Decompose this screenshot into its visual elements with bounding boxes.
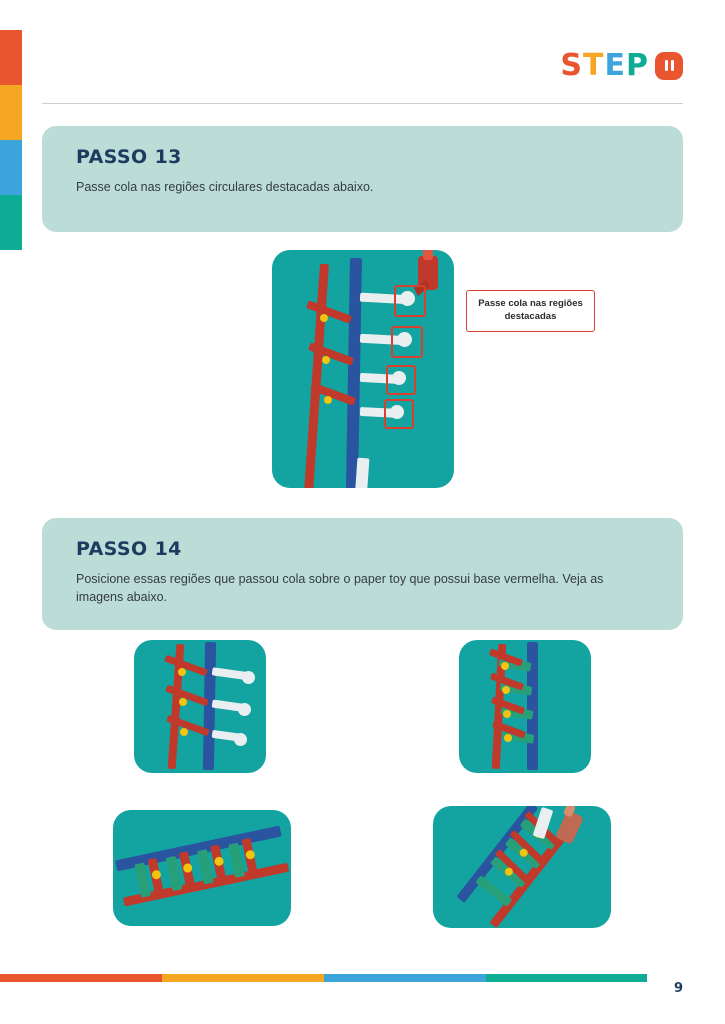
bottom-bar-blue <box>324 974 486 982</box>
yellow-dot <box>501 662 509 670</box>
left-bar-green <box>0 195 22 250</box>
left-bar-yellow <box>0 85 22 140</box>
figure-step-13 <box>272 250 454 488</box>
figure-step-14-front-view <box>134 640 266 773</box>
glue-highlight-box <box>384 399 414 429</box>
glue-highlight-box <box>386 365 416 395</box>
step-14-text: Posicione essas regiões que passou cola sobre o paper toy que possui base vermelha. Veja as imagens abaixo. <box>76 572 604 605</box>
step-logo <box>560 48 683 84</box>
yellow-dot <box>178 668 186 676</box>
yellow-dot <box>503 710 511 718</box>
glue-bottle-icon <box>551 806 587 848</box>
yellow-dot <box>180 728 188 736</box>
logo-letter-s: S <box>560 48 584 83</box>
yellow-dot <box>322 356 330 364</box>
yellow-dot <box>502 686 510 694</box>
step-14-title: PASSO 14 <box>76 538 182 560</box>
logo-wordmark <box>560 48 649 83</box>
left-bar-blue <box>0 140 22 195</box>
left-color-bars <box>0 30 22 250</box>
bottom-bar-orange <box>0 974 162 982</box>
step-panel-14 <box>42 518 683 630</box>
left-bar-orange <box>0 30 22 85</box>
figure-step-14-angled-view <box>433 806 611 928</box>
bottom-white-strip <box>355 458 370 488</box>
pause-icon <box>655 52 683 80</box>
bottom-bar-yellow <box>162 974 324 982</box>
red-diagonal-strip <box>164 655 208 677</box>
yellow-dot <box>320 314 328 322</box>
glue-callout-label: Passe cola nas regiões destacadas <box>466 290 595 332</box>
logo-letter-p: P <box>626 48 649 83</box>
tab-cap <box>234 733 247 746</box>
step-panel-13 <box>42 126 683 232</box>
yellow-dot <box>504 734 512 742</box>
page-number: 9 <box>673 981 683 996</box>
blue-rail <box>527 642 538 770</box>
step-13-text: Passe cola nas regiões circulares destacadas abaixo. <box>76 180 374 194</box>
tab-cap <box>238 703 251 716</box>
figure-step-14-diagonal-view <box>113 810 291 926</box>
yellow-dot <box>179 698 187 706</box>
tab-cap <box>242 671 255 684</box>
yellow-dot <box>324 396 332 404</box>
glue-highlight-box <box>394 285 426 317</box>
header-divider <box>42 103 683 104</box>
green-rung <box>475 875 512 907</box>
figure-step-14-assembled-view <box>459 640 591 773</box>
logo-letter-e: E <box>604 48 626 83</box>
glue-highlight-box <box>391 326 423 358</box>
red-rail <box>304 264 329 488</box>
red-diagonal-strip <box>306 300 352 323</box>
bottom-bar-green <box>486 974 647 982</box>
step-13-title: PASSO 13 <box>76 146 182 168</box>
bottom-color-bars <box>0 974 647 982</box>
logo-letter-t: T <box>583 48 605 83</box>
